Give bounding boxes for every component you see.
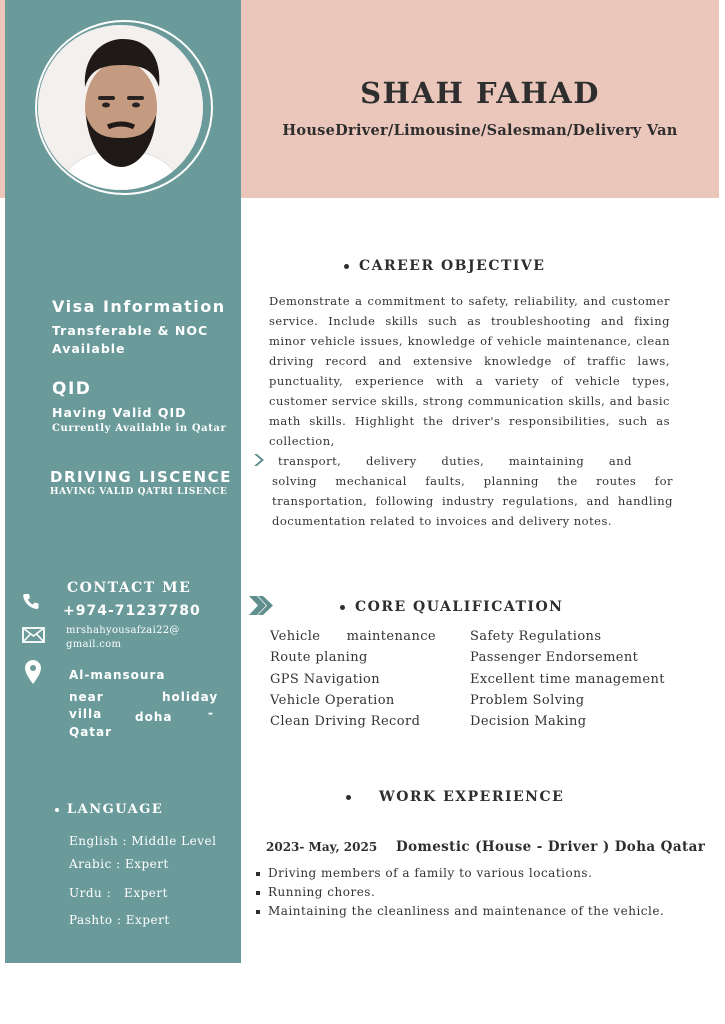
visa-title: Visa Information: [52, 297, 226, 316]
bullet-dot: [344, 264, 349, 269]
qualification-left-list: [270, 626, 436, 732]
qualification-item: GPS Navigation: [270, 671, 381, 687]
job-duties: [256, 864, 664, 921]
address-near: near: [69, 690, 104, 704]
visa-line2: Available: [52, 341, 126, 356]
work-experience-title: WORK EXPERIENCE: [346, 789, 564, 805]
bullet-dot: [346, 795, 351, 800]
phone-icon: [22, 592, 40, 614]
qualification-item: Passenger Endorsement: [470, 650, 639, 666]
qualification-item: Route planing: [270, 650, 368, 666]
license-line: HAVING VALID QATRI LISENCE: [50, 487, 228, 497]
license-title: DRIVING LISCENCE: [50, 468, 232, 486]
double-chevron-icon: [249, 596, 274, 619]
career-objective-title: CAREER OBJECTIVE: [344, 258, 545, 274]
qualification-item: Vehicle Operation: [270, 692, 395, 708]
qualification-item: Safety Regulations: [470, 629, 602, 644]
address-villa: villa: [69, 707, 103, 721]
language-item: Pashto : Expert: [69, 913, 170, 927]
duty-item: Running chores.: [256, 883, 664, 902]
address-doha: doha: [135, 710, 173, 724]
qualification-item: Vehicle maintenance: [270, 629, 436, 644]
qualification-right-list: [470, 626, 665, 732]
address-holiday: holiday: [162, 690, 219, 704]
bullet-square: [256, 910, 260, 914]
qualification-item: Problem Solving: [470, 692, 585, 708]
email-line1[interactable]: mrshahyousafzai22@: [66, 625, 180, 636]
job-date: 2023- May, 2025: [266, 840, 378, 854]
career-continuation-rest: solving mechanical faults, planning the routes for transportation, following industry regulations, and handling documentation related to invoices and delivery notes.: [272, 474, 673, 528]
career-continuation-first: transport, delivery duties, maintaining and: [278, 454, 632, 468]
phone-number[interactable]: +974-71237780: [63, 603, 201, 619]
bullet-dot: [340, 605, 345, 610]
duty-item: Maintaining the cleanliness and maintenance of the vehicle.: [256, 902, 664, 921]
email-line2[interactable]: gmail.com: [66, 639, 122, 650]
language-item: Arabic : Expert: [69, 857, 169, 871]
language-bullet: [55, 808, 59, 812]
visa-line1: Transferable & NOC: [52, 323, 209, 338]
qid-line2: Currently Available in Qatar: [52, 423, 227, 434]
qualification-item: Excellent time management: [470, 671, 665, 687]
language-item: English : Middle Level: [69, 834, 217, 848]
address-dash: -: [208, 706, 213, 720]
full-name: SHAH FAHAD: [360, 76, 600, 110]
address-line1: Al-mansoura: [69, 668, 166, 682]
avatar: [38, 25, 203, 190]
qualification-item: Clean Driving Record: [270, 714, 421, 730]
bullet-square: [256, 891, 260, 895]
chevron-right-icon: [252, 452, 266, 471]
contact-title: CONTACT ME: [67, 580, 192, 596]
bullet-square: [256, 872, 260, 876]
job-roles: HouseDriver/Limousine/Salesman/Delivery Van: [282, 122, 678, 139]
mail-icon: [22, 627, 45, 647]
qid-line1: Having Valid QID: [52, 405, 187, 420]
qualification-item: Decision Making: [470, 714, 587, 730]
profile-photo: [38, 25, 203, 190]
language-item: Urdu : Expert: [69, 886, 168, 900]
language-title: LANGUAGE: [55, 802, 163, 817]
location-icon: [25, 660, 41, 688]
address-country: Qatar: [69, 725, 113, 739]
duty-item: Driving members of a family to various locations.: [256, 864, 664, 883]
career-paragraph: Demonstrate a commitment to safety, reliability, and customer service. Include skills such as troubleshooting and fixing minor vehicle issues, knowledge of vehicle maintenance, clean driving record and extensive knowledge of traffic laws, punctuality, experience with a variety of vehicle types, customer service skills, strong communication skills, and basic math skills. Highlight the driver's responsibilities, such as collection,: [269, 294, 670, 448]
qid-title: QID: [52, 379, 92, 399]
job-title: Domestic (House - Driver ) Doha Qatar: [396, 839, 706, 855]
core-qualification-title: CORE QUALIFICATION: [340, 599, 563, 615]
